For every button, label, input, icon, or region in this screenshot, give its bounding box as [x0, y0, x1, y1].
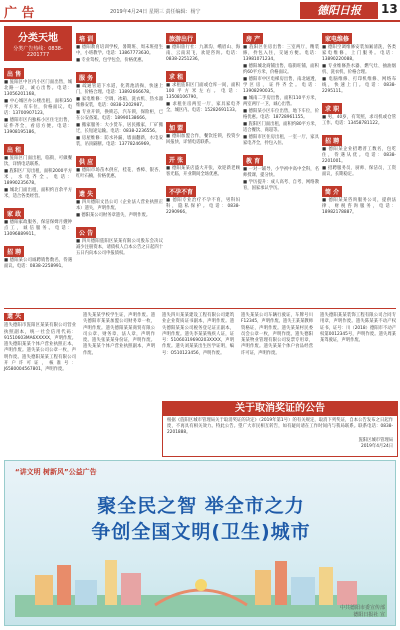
ad-item: ■ 德阳旅行社：九寨沟、峨眉山、海南、云南双飞，欢迎咨询。电话：0838-2251236。: [166, 45, 240, 62]
ad-item: ■ 德阳加盟合作，餐饮连锁，投资少回报快，详情电话联系。: [166, 134, 240, 145]
ad-item: ■ 专业开锁，换锁芯，汽车锁，保险柜，已在公安备案。电话：18990138666。: [76, 110, 163, 121]
ad-item: ■ 德阳专业治疗不孕不育，男科妇科，隐私保护。电话：0838-2290966。: [166, 198, 240, 215]
category-appliance-repair: 家电维修: [322, 33, 352, 44]
notice-column: [241, 313, 313, 357]
column-2: [76, 26, 163, 306]
category-service: 服 务: [76, 72, 96, 83]
notice-text: 遗失四川某某建设工程有限公司建筑业企业资质证书副本，声明作废。遗失德阳某某公司税务登记证正副本，声明作废。遗失李某某残疾人证，证号：51060319690203XXXX，声明作废。遗失刘某某出生医学证明，编号：O510123456，声明作废。: [162, 313, 234, 356]
category-education: 教 育: [243, 155, 263, 166]
lost-notices-section: [4, 308, 396, 458]
notice-text: 遗失德阳市旌阳区某某有限公司营业执照副本，统一社会信用代码：91510603MA6XXXXX，声明作废。遗失德阳某某个体户营业执照正本，声明作废。遗失某公司公章一枚，声明作废。遗失德阳某某工程有限公司开户许可证，核准号：J6580004567801，声明作废。: [4, 323, 76, 373]
category-intro: 简 介: [322, 186, 342, 197]
category-travel: 旅游出行: [166, 33, 196, 44]
notice-title: 关于取消奖证的公告: [163, 402, 397, 416]
notice-body: 根据《旌阳区城市管理局关于取消奖证的决定》（2019年第1号）的有关规定，取消下列奖证，自本公告发布之日起作废，不再具有相关效力。特此公告。望广大市民相互转告，如有疑问请在工作时间内与我局联系。联系电话：0838-2201888。: [167, 418, 393, 435]
notice-signature: 旌阳区城市管理局: [358, 438, 393, 443]
ad-item: ■ 旌阳区住房出售：三室两厅，精装修，拎包入住，交通方便。电话：13981071234。: [243, 45, 319, 62]
ad-item: ■ 专业维修热水器、燃气灶、抽油烟机、洗衣机，价格合理。: [322, 64, 396, 75]
page-header: [0, 0, 400, 22]
category-job-seeking: 求 职: [322, 103, 342, 114]
notice-column: [320, 313, 396, 344]
ad-item: ■ 招聘服务员、厨师、保洁员，工资面议，长期稳定。: [322, 166, 396, 177]
notice-column: [4, 313, 76, 374]
ad-item: ■ 旌阳区中区内小区门面出售，城北路一段，诚心出售。电话：13056201168。: [4, 80, 72, 97]
classified-title: 分类天地 分类广告热线：0838-2201777: [4, 26, 72, 61]
ad-item: ■ 疏通管道下水道，化粪池清掏，快速上门，价格合理。电话：13892666678。: [76, 84, 163, 95]
ad-item: ■ 德阳市区住房出租，一室一厅，家具家电齐全，拎包入住。: [243, 135, 319, 146]
ad-item: ■ 求租住房两室一厅，家具家电齐全，城区内。电话：15282691133。: [166, 102, 240, 113]
ad-item: ■ 德阳教育培训学校，暑期班、周末班招生中，小班教学。电话：13867773630。: [76, 45, 163, 56]
poster-slogan-line-1: 聚全民之智 举全市之力: [97, 495, 305, 517]
ad-item: ■ 德阳某公司财务章遗失，声明作废。: [76, 213, 151, 218]
category-training: 培 训: [76, 33, 96, 44]
ad-item: ■ 学历提升：成人高考、自考、网络教育，国家承认学历。: [243, 180, 319, 191]
category-medical: 不孕不育: [166, 186, 196, 197]
ad-item: ■ 德阳家政服务，保洁保姆月嫂钟点工，诚信服务。电话：13096889911。: [4, 220, 72, 237]
cancel-certificate-notice: [162, 401, 398, 457]
ad-item: ■ 德阳某某店盛大开张，欢迎新老顾客光临，开业期间全场优惠。: [166, 166, 240, 177]
newspaper-logo: 德阳日报: [300, 2, 378, 19]
category-opening: 开 张: [166, 154, 186, 165]
category-franchise: 加 盟: [166, 122, 186, 133]
notice-text: 遗失某某学校学生证，声明作废。遗失德阳市某某加盟公司财务章一枚，声明作废。遗失德阳某某商贸有限公司公章、财务章、法人章，声明作废。遗失张某某身份证，声明作废。遗失某某个体户营业执照副本，声明作废。: [83, 313, 155, 356]
ad-item: ■ 一对一辅导，小学初中高中全科，名师授课，提分快。: [243, 167, 319, 178]
ad-item: ■ 德阳市场苗木供应，桂花、香樟、银杏、红叶石楠，价格优惠。: [76, 168, 163, 179]
ad-item: ■ 搬家服务：大小货车，居民搬家，厂矿搬迁，长短途运输。电话：0838-2236556。: [76, 123, 163, 134]
ad-item: ■ 德阳某公司诚聘销售数名，待遇面议。电话：0838-2258991。: [4, 258, 72, 269]
page-number: 13: [381, 2, 398, 16]
ad-item: ■ 城南二手房出售，面积110平方米，两室两厅一卫，诚心出售。: [243, 96, 319, 107]
ad-item: ■ 电脑维修、打印机维修、网络布线，快速上门。电话：0838-2295111。: [322, 77, 396, 94]
ad-item: ■ 德阳某小区车位出售，地下车位，价格优惠。电话：18728961155。: [243, 109, 319, 120]
column-1: [4, 26, 72, 306]
notice-date: 2019年4月24日: [360, 444, 393, 449]
ad-item: ■ 房屋维修：防水补漏，墙面翻新，水电安装，吊顶隔断。电话：13778246969。: [76, 136, 163, 147]
poster-caption: 中共德阳市委宣传部 德阳日报社 宣: [339, 605, 385, 618]
category-sale: 出 售: [4, 68, 24, 79]
ad-item: ■ 男，40岁，有驾照，求司机或仓管工作。电话：13458781122。: [322, 115, 396, 126]
ad-item: ■ 德阳城北商铺出售，临街旺铺，面积约60平方米，价格面议。: [243, 64, 319, 75]
category-rent: 出 租: [4, 144, 24, 155]
notice-column: [162, 313, 234, 357]
ad-item: ■ 中心城区办公楼出租，面积350平方米，有车位，价格面议。电话：13700907123。: [4, 99, 72, 116]
category-housekeeping: 家 政: [4, 208, 24, 219]
ad-item: ■ 旌阳区门面出租，面积约80平方米，适合餐饮、商超等。: [243, 122, 319, 133]
ad-item: ■ 求租旌阳区门面或仓库一间，面积100平方米左右。电话：13508106790。: [166, 83, 240, 100]
category-supply: 供 应: [76, 156, 96, 167]
issue-meta: 2019年4月24日 星期三 责任编辑：杨宁: [110, 9, 201, 15]
category-recruit: 招 聘: [4, 246, 24, 257]
section-title: 广 告: [4, 6, 35, 21]
ad-item: ■ 四川德阳文昌公司（企业法人营业执照正本）遗失，声明作废。: [76, 200, 163, 211]
category-recruit-2: 招 聘: [322, 135, 342, 146]
ad-item: ■ 四川德阳旌阳区某某有限公司股东会决议减少注册资本，请债权人自本公告之日起四十五日内向本公司申报债权。: [76, 239, 163, 256]
notice-text: 遗失德阳某某装饰工程有限公司合同专用章，声明作废。遗失陈某某不动产权证书，证号：川（2018）德阳市不动产权第0012345号，声明作废。遗失周某某驾驶证，声明作废。: [320, 313, 396, 344]
column-4: [243, 26, 319, 306]
ad-item: ■ 德阳市区内独栋小区住宅出售，证件齐全，看房方便。电话：13908195186。: [4, 118, 72, 135]
column-5: [322, 26, 396, 306]
ad-item: ■ 旌阳区门面出租，临街，可做餐饮，详情电话联系。: [4, 156, 72, 167]
ad-item: ■ 旌阳区厂房出租，面积2000平方米，水电齐全。电话：18990235678。: [4, 169, 72, 186]
category-wanted-rent: 求 租: [166, 71, 186, 82]
ad-item: ■ 德阳某某咨询服务公司，提供法律、财税咨询服务，电话：18982178887。: [322, 198, 396, 215]
ad-item: ■ 德阳某企业招聘普工数名，包吃住，待遇从优。电话：0838-2201001。: [322, 147, 396, 164]
notice-text: 遗失某某公司车辆行驶证，车牌号川F12345，声明作废。遗失王某某教师资格证，声明作废。遗失某某村民委员会公章一枚，声明作废。遗失德阳某某物业管理有限公司发票专用章，声明作废。遗失某某个体户食品经营许可证，声明作废。: [241, 313, 313, 356]
ad-item: ■ 德阳市中区电梯房出售，南北通透，学区房，证件齐全。电话：13908290035。: [243, 77, 319, 94]
public-service-poster: [4, 460, 396, 626]
category-lost: 遗 失: [76, 188, 96, 199]
lost-tag: 遗 失: [4, 313, 24, 321]
column-3: [166, 26, 240, 306]
notice-column: [83, 313, 155, 357]
category-announcement: 公 告: [76, 227, 96, 238]
city-skyline-illustration: [15, 555, 387, 617]
ad-item: ■ 城北门面出租，面积约百余平方米，适合各类经营。: [4, 188, 72, 199]
poster-heading: “讲文明 树新风”公益广告: [15, 468, 97, 476]
ad-item: ■ 德阳空调维修安装加氟清洗，各类家电维修，上门服务。电话：13890220088。: [322, 45, 396, 62]
ad-item: ■ 专业驾校，包学包会，价格优惠。: [76, 58, 146, 63]
ad-item: ■ 家电维修：空调、冰箱、洗衣机、热水器维修安装，电话：0838-2202987。: [76, 97, 163, 108]
category-property: 房 产: [243, 33, 263, 44]
poster-slogan-line-2: 争创全国文明(卫生)城市: [91, 521, 311, 543]
